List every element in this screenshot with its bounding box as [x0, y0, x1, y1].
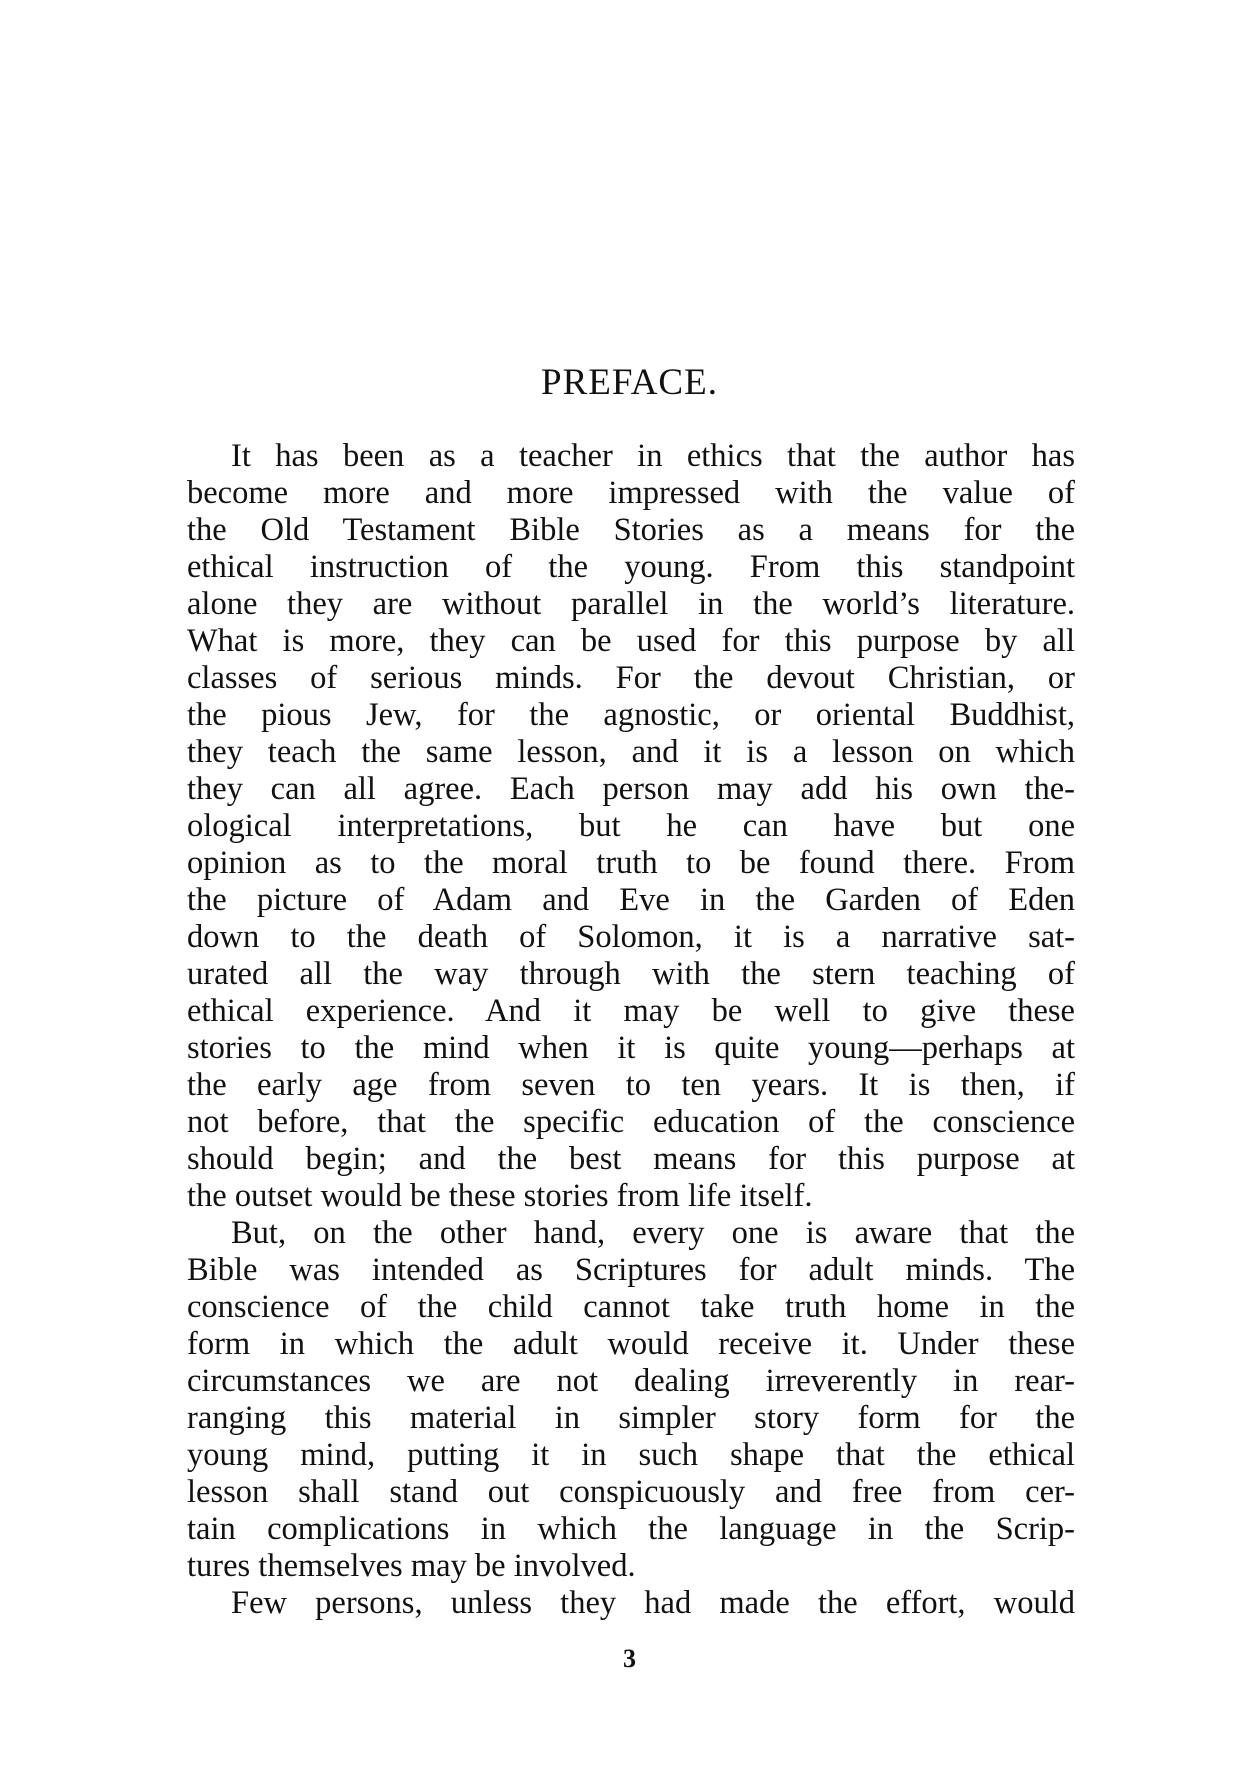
text-line: lesson shall stand out conspicuously and free from cer- — [187, 1474, 1075, 1510]
text-line: ethical experience. And it may be well to give these — [187, 993, 1075, 1029]
text-line: alone they are without parallel in the world’s literature. — [187, 586, 1075, 622]
paragraph-3 — [187, 1585, 1075, 1622]
text-line: young mind, putting it in such shape that the ethical — [187, 1437, 1075, 1473]
text-line: What is more, they can be used for this purpose by all — [187, 623, 1075, 659]
page-number: 3 — [623, 1644, 636, 1673]
text-line: should begin; and the best means for this purpose at — [187, 1141, 1075, 1177]
text-line: the Old Testament Bible Stories as a means for the — [187, 512, 1075, 548]
text-line: circumstances we are not dealing irreverently in rear- — [187, 1363, 1075, 1399]
paragraph-2 — [187, 1215, 1075, 1585]
text-line: stories to the mind when it is quite young—perhaps at — [187, 1030, 1075, 1066]
text-line: conscience of the child cannot take truth home in the — [187, 1289, 1075, 1325]
text-line: Few persons, unless they had made the effort, would — [231, 1585, 1075, 1621]
text-line: they can all agree. Each person may add his own the- — [187, 771, 1075, 807]
paragraph-1 — [187, 438, 1075, 1215]
text-line: become more and more impressed with the value of — [187, 475, 1075, 511]
text-line: ethical instruction of the young. From this standpoint — [187, 549, 1075, 585]
text-line: urated all the way through with the stern teaching of — [187, 956, 1075, 992]
text-line: the outset would be these stories from life itself. — [187, 1178, 813, 1214]
text-line: opinion as to the moral truth to be found there. From — [187, 845, 1075, 881]
text-line: the early age from seven to ten years. It is then, if — [187, 1067, 1075, 1103]
text-line: tures themselves may be involved. — [187, 1548, 636, 1584]
text-line: But, on the other hand, every one is aware that the — [231, 1215, 1075, 1251]
text-line: It has been as a teacher in ethics that the author has — [231, 438, 1075, 474]
body-text — [187, 438, 1075, 1622]
text-line: classes of serious minds. For the devout Christian, or — [187, 660, 1075, 696]
page-title: PREFACE. — [541, 362, 718, 403]
text-line: not before, that the specific education of the conscience — [187, 1104, 1075, 1140]
text-line: ranging this material in simpler story form for the — [187, 1400, 1075, 1436]
text-line: down to the death of Solomon, it is a narrative sat- — [187, 919, 1075, 955]
text-line: form in which the adult would receive it. Under these — [187, 1326, 1075, 1362]
text-line: the picture of Adam and Eve in the Garden of Eden — [187, 882, 1075, 918]
text-line: tain complications in which the language in the Scrip- — [187, 1511, 1075, 1547]
text-line: Bible was intended as Scriptures for adult minds. The — [187, 1252, 1075, 1288]
text-line: the pious Jew, for the agnostic, or oriental Buddhist, — [187, 697, 1075, 733]
text-line: they teach the same lesson, and it is a lesson on which — [187, 734, 1075, 770]
text-line: ological interpretations, but he can have but one — [187, 808, 1075, 844]
